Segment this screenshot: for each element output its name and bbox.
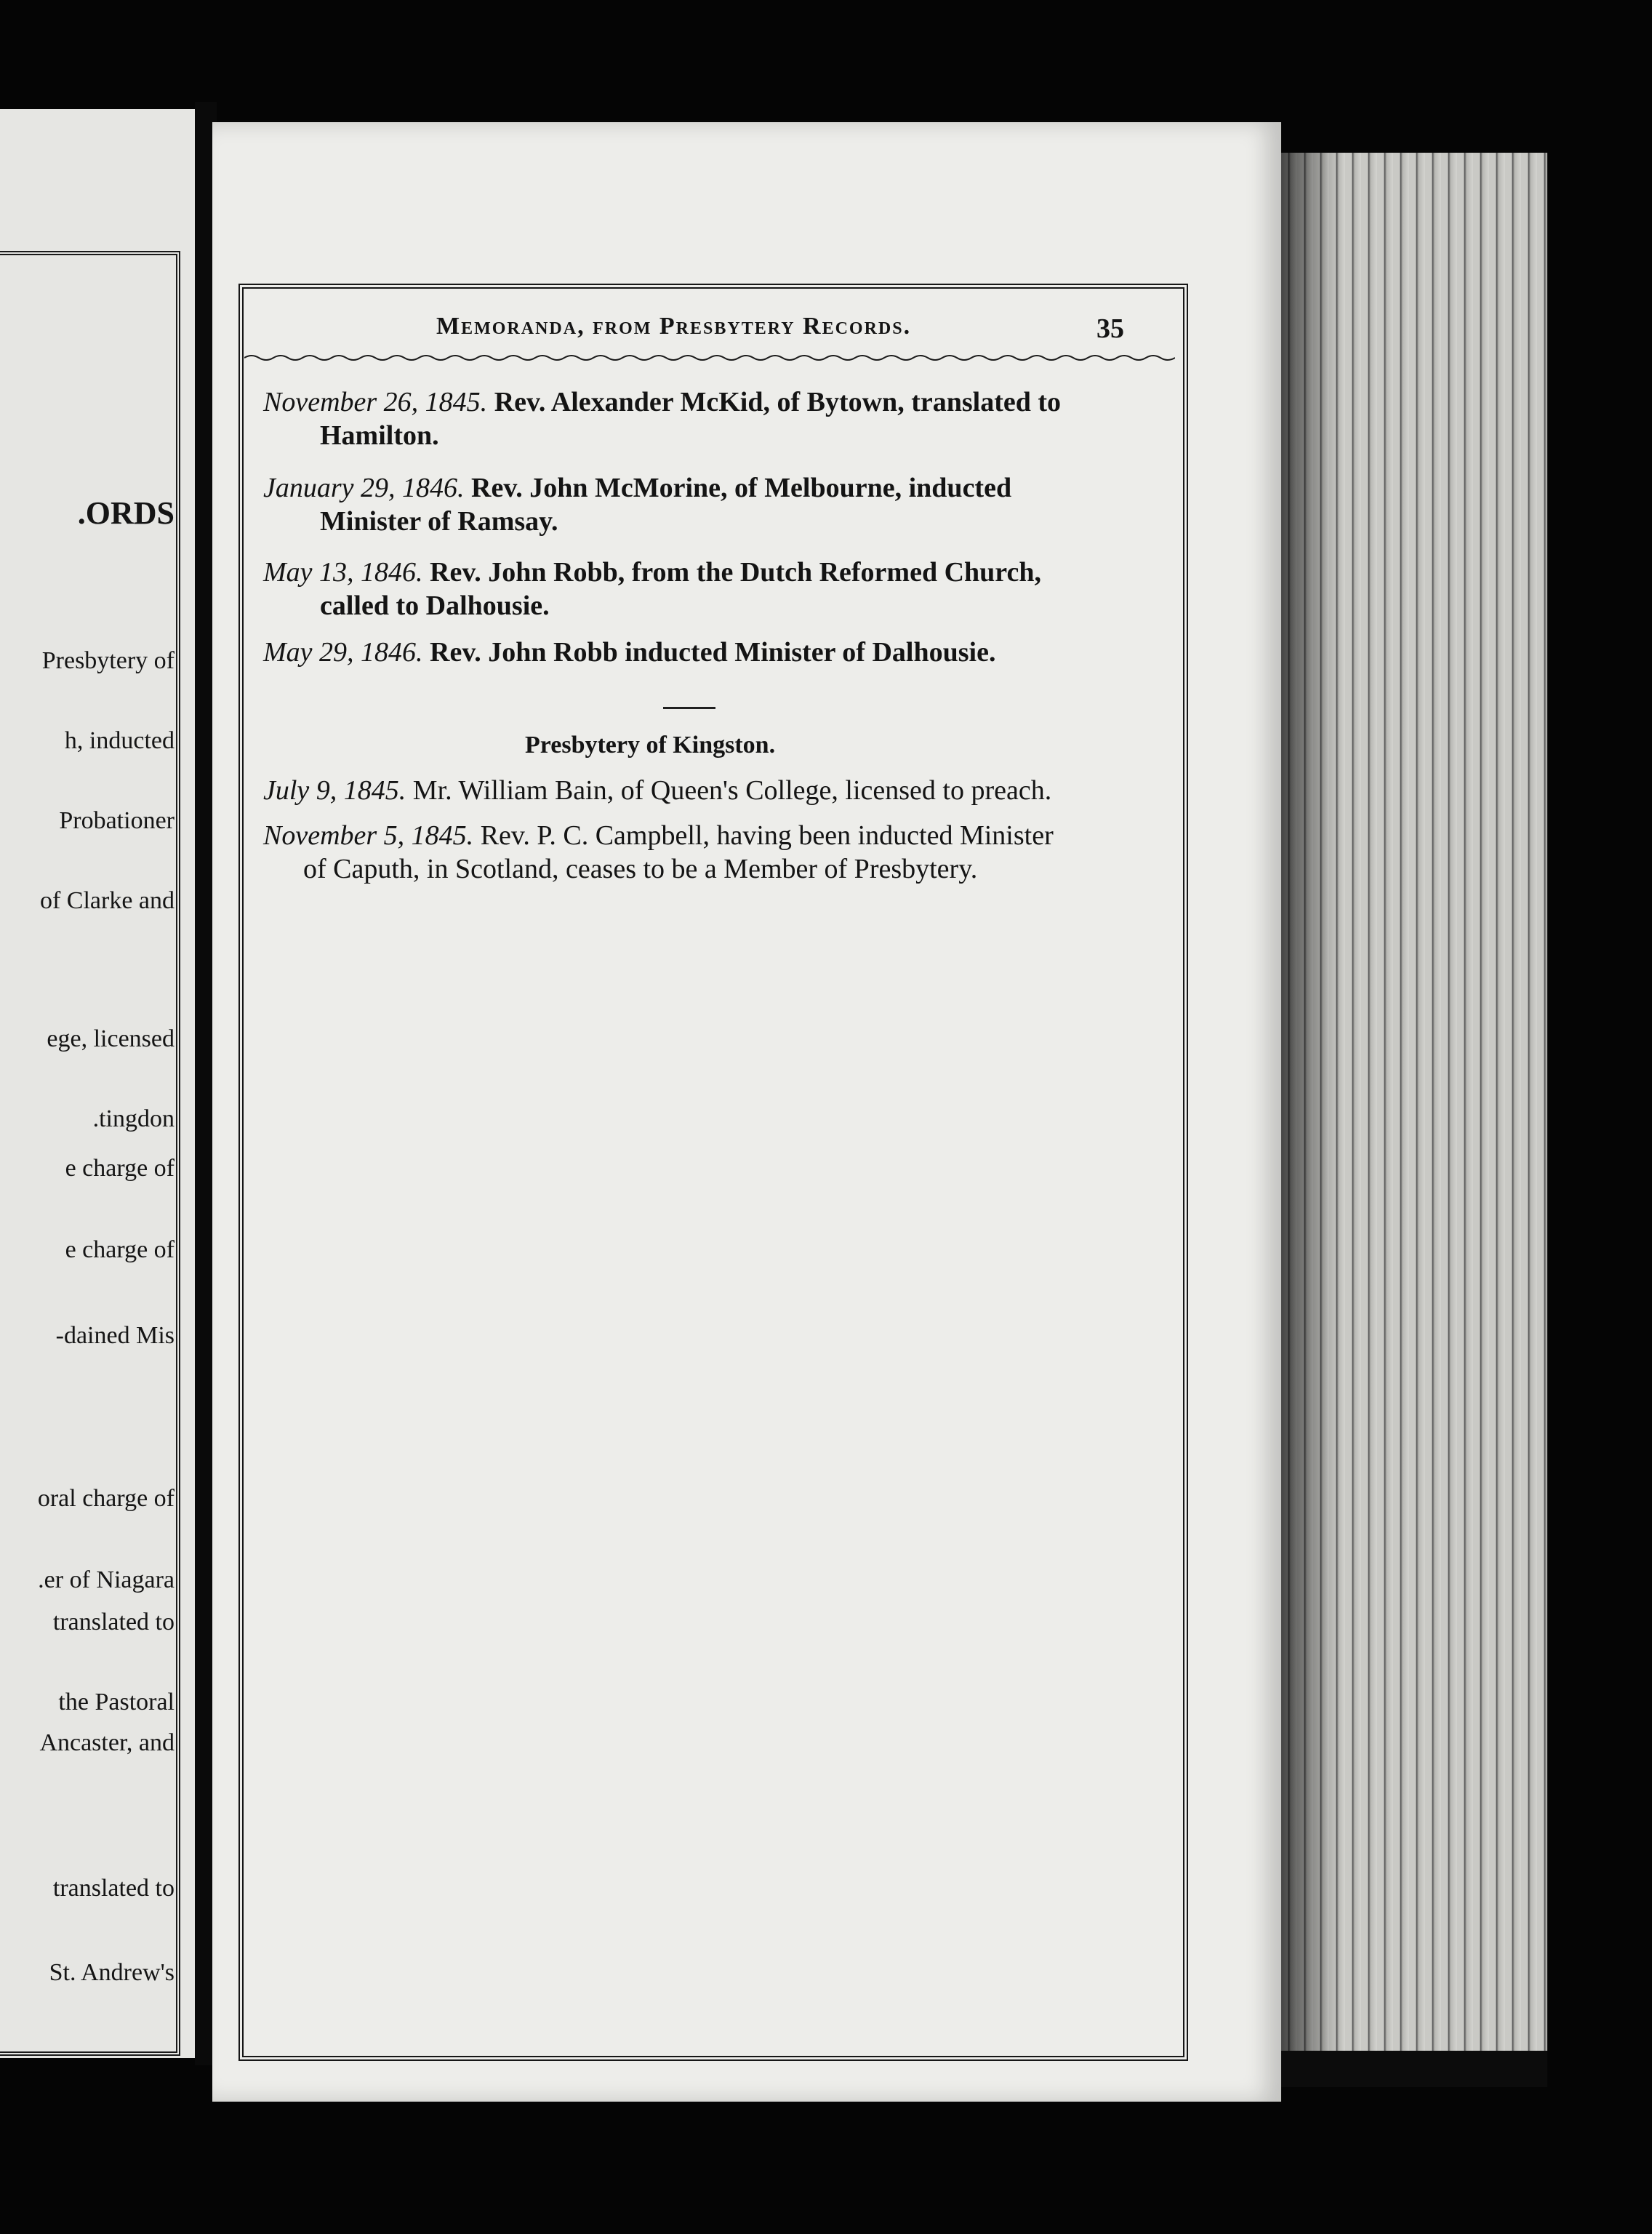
left-line: translated to — [52, 1609, 175, 1636]
left-line: oral charge of — [37, 1485, 175, 1512]
entry-text: Rev. John Robb inducted Minister of Dalhousie. — [430, 637, 996, 668]
left-line: translated to — [52, 1875, 175, 1902]
entry-continuation: Hamilton. — [320, 420, 439, 451]
entry-text: Rev. P. C. Campbell, having been inducted Minister — [480, 820, 1054, 851]
page-number: 35 — [1096, 313, 1124, 344]
record-entry — [263, 636, 1128, 669]
book-edge-bottom — [1281, 2051, 1547, 2087]
left-line: the Pastoral — [58, 1689, 175, 1715]
left-line: dained Mis- — [55, 1322, 175, 1349]
entry-date: May 13, 1846. — [263, 557, 423, 588]
left-line: tingdon. — [92, 1105, 175, 1132]
section-heading: Presbytery of Kingston. — [525, 732, 776, 758]
left-line: ORDS. — [77, 495, 175, 531]
header-title: Memoranda, from Presbytery Records. — [436, 313, 912, 340]
header-wavy-rule — [244, 351, 1175, 365]
entry-text: Mr. William Bain, of Queen's College, licensed to preach. — [412, 775, 1052, 806]
left-line: h, inducted — [64, 727, 175, 754]
entry-date: November 5, 1845. — [263, 820, 474, 851]
left-line: Ancaster, and — [39, 1729, 175, 1756]
entry-date: July 9, 1845. — [263, 775, 406, 806]
left-line: Probationer — [59, 807, 175, 834]
left-line: e charge of — [65, 1236, 175, 1263]
record-entry — [263, 774, 1128, 807]
left-facing-page — [0, 109, 195, 2058]
left-line: of Clarke and — [39, 887, 175, 914]
section-divider — [663, 707, 715, 709]
entry-continuation: Minister of Ramsay. — [320, 506, 558, 537]
entry-date: November 26, 1845. — [263, 387, 488, 417]
record-entry — [263, 819, 1128, 886]
record-entry — [263, 385, 1128, 452]
left-line: e charge of — [65, 1155, 175, 1182]
left-line: ege, licensed — [47, 1025, 175, 1052]
running-header — [436, 313, 1149, 340]
entry-text: Rev. Alexander McKid, of Bytown, translated to — [494, 387, 1062, 417]
left-line: Presbytery of — [41, 647, 175, 674]
entry-text: Rev. John Robb, from the Dutch Reformed Church, — [430, 557, 1041, 588]
book-edge-shadow — [1281, 153, 1339, 2087]
left-line: er of Niagara. — [38, 1566, 175, 1593]
entry-continuation: of Caputh, in Scotland, ceases to be a Member of Presbytery. — [303, 854, 978, 884]
entry-text: Rev. John McMorine, of Melbourne, inducted — [471, 473, 1012, 503]
record-entry — [263, 471, 1128, 538]
left-line: St. Andrew's — [49, 1959, 175, 1986]
record-entry — [263, 556, 1128, 622]
entry-date: May 29, 1846. — [263, 637, 423, 668]
entry-continuation: called to Dalhousie. — [320, 590, 550, 621]
entry-date: January 29, 1846. — [263, 473, 465, 503]
page-border-frame — [238, 284, 1188, 2061]
